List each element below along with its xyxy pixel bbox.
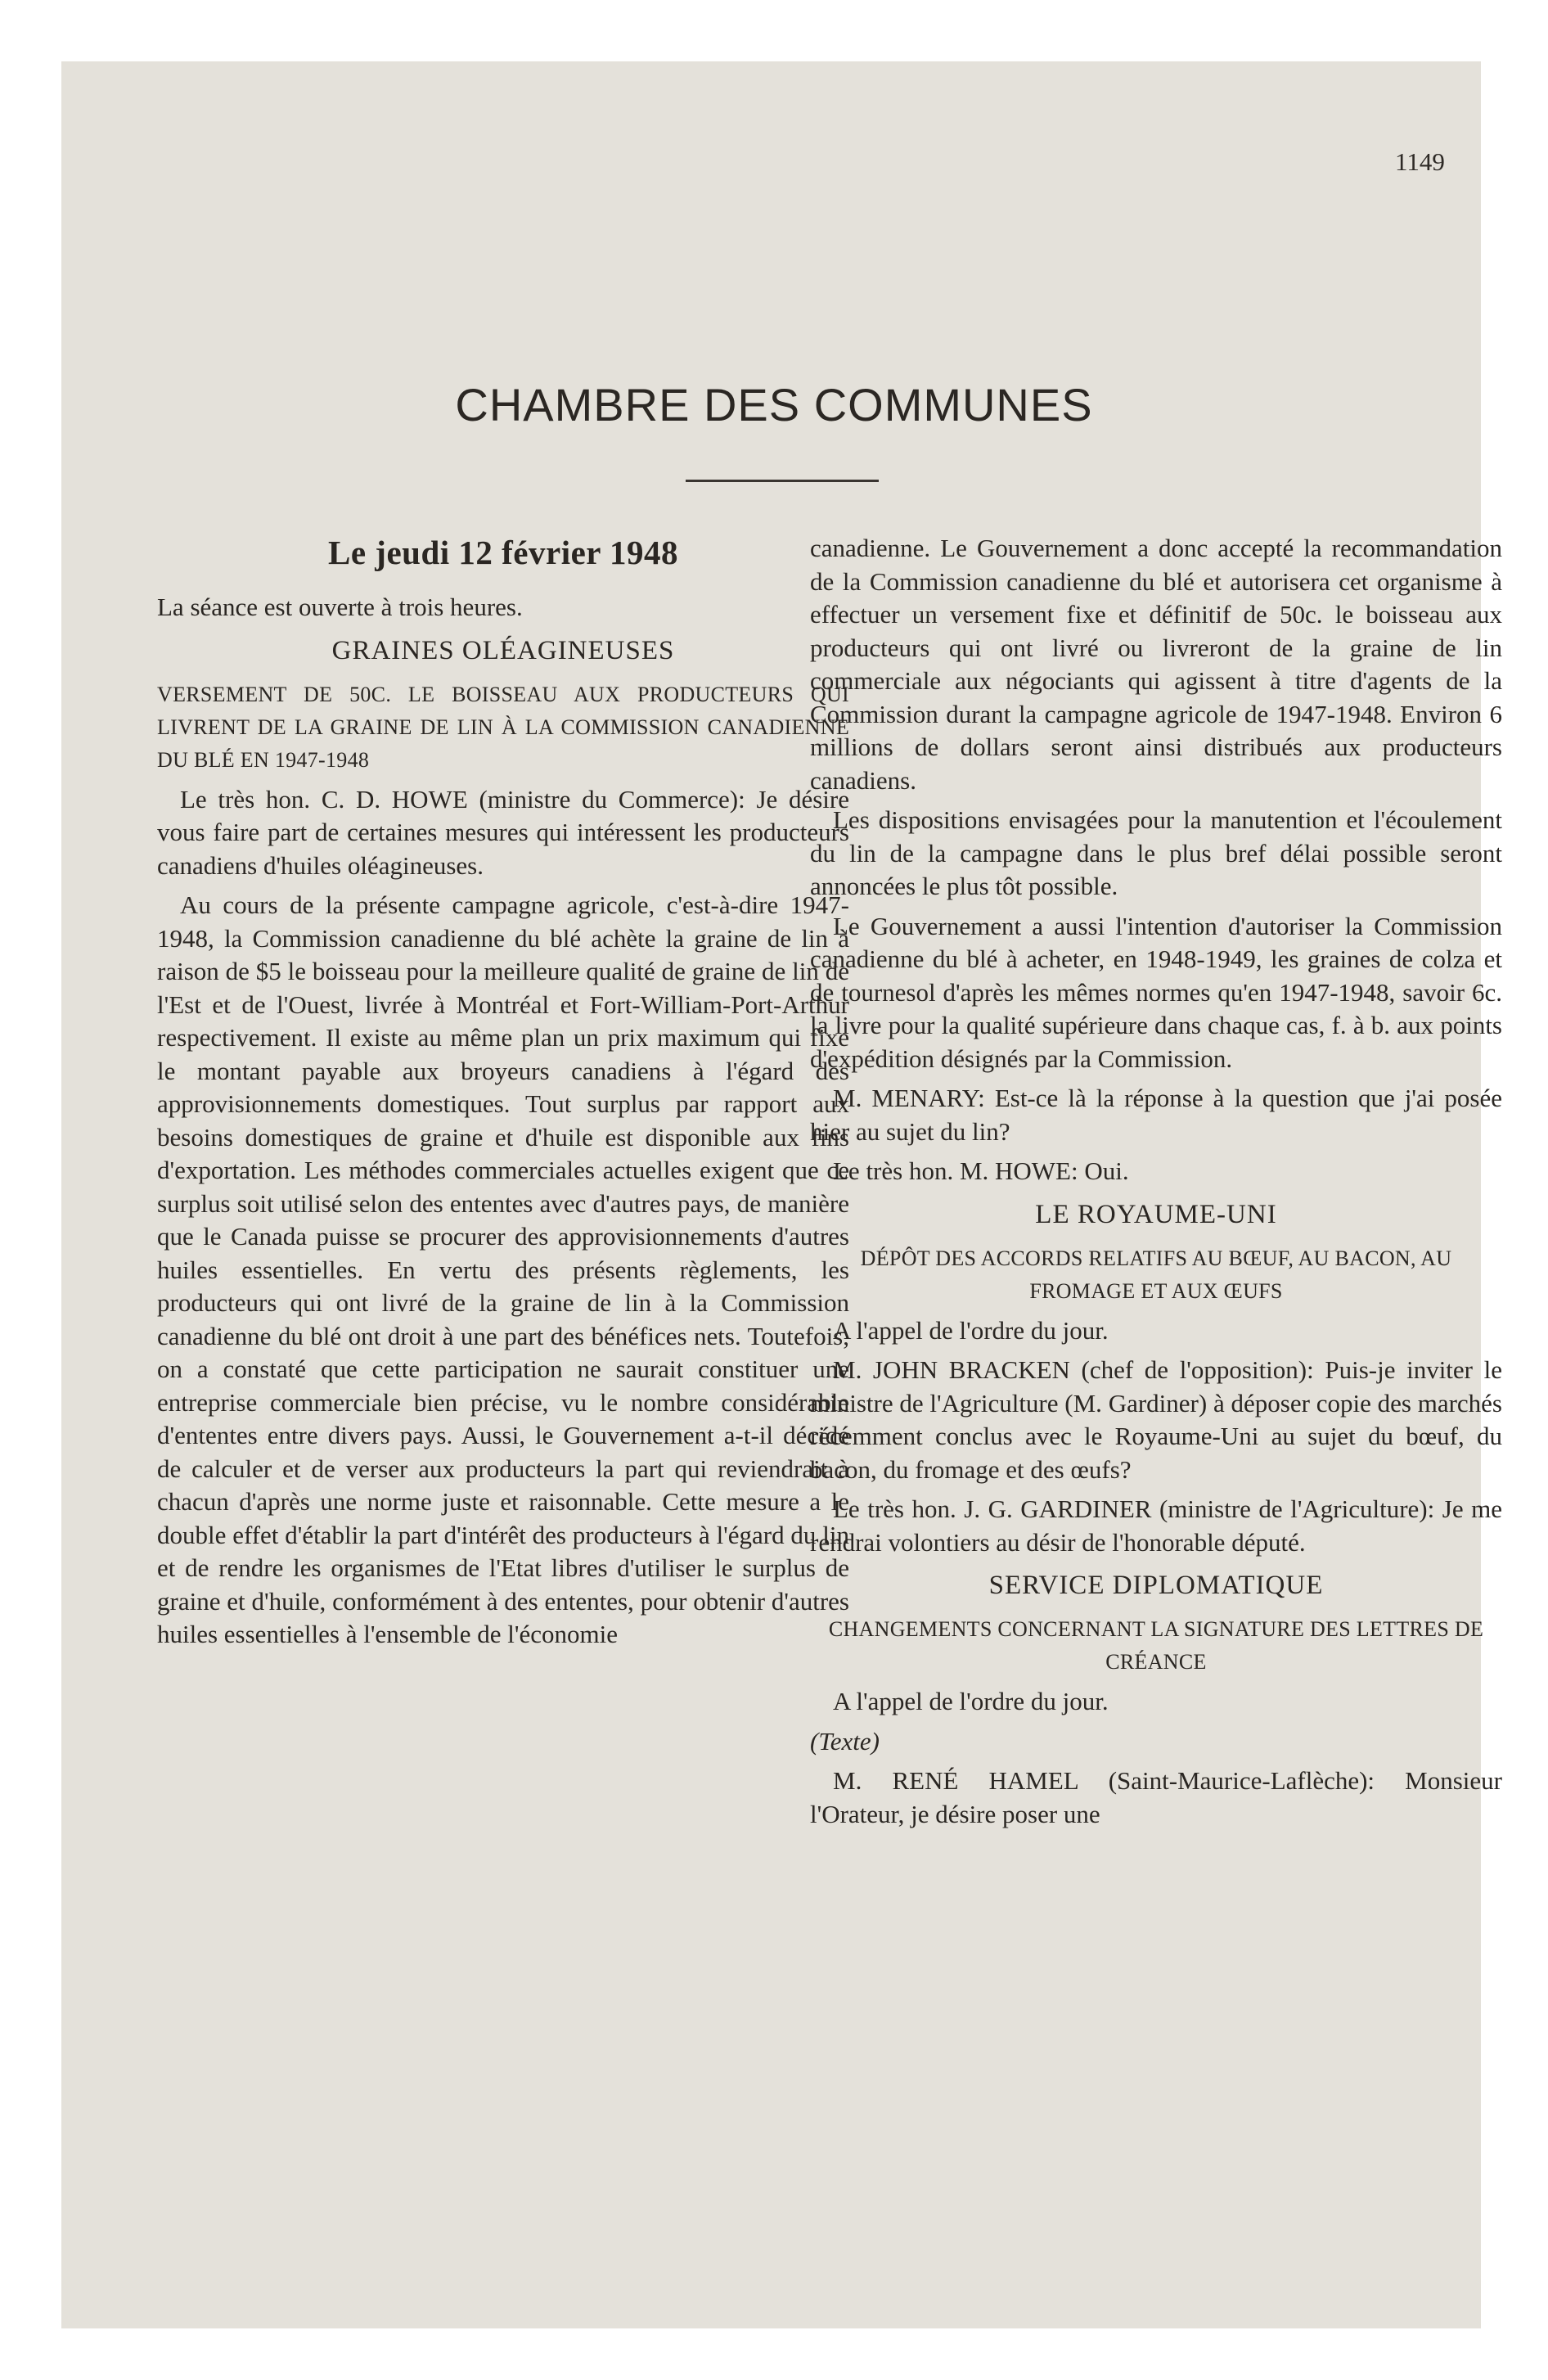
title-rule [686, 480, 879, 482]
paragraph: Au cours de la présente campagne agricole, c'est-à-dire 1947-1948, la Commission canadienne du blé achète la graine de lin à raison de $5 le boisseau pour la meilleure qualité de graine de lin de l'Est et de l'Ouest, livrée à Montréal et Fort-William-Port-Arthur respectivement. Il existe au même plan un prix maximum qui fixe le montant payable aux broyeurs canadiens à l'égard des approvisionnements domestiques. Tout surplus par rapport aux besoins domestiques de graine et d'huile est disponible aux fins d'exportation. Les méthodes commerciales actuelles exigent que ce surplus soit utilisé selon des ententes avec d'autres pays, de manière que le Canada puisse se procurer des approvisionnements d'autres huiles essentielles. En vertu des présents règlements, les producteurs qui ont livré de la graine de lin à la Commission canadienne du blé ont droit à une part des bénéfices nets. Toutefois, on a constaté que cette participation ne saurait constituer une entreprise commerciale bien précise, vu le nombre considérable d'ententes entre divers pays. Aussi, le Gouvernement a-t-il décidé de calculer et de verser aux producteurs la part qui reviendrait à chacun d'après une norme juste et raisonnable. Cette mesure a le double effet d'établir la part d'intérêt des producteurs à l'égard du lin et de rendre les organismes de l'Etat libres d'utiliser le surplus de graine et d'huile, conformément à des ententes, pour obtenir d'autres huiles essentielles à l'ensemble de l'économie [157, 890, 849, 1648]
paragraph: Le très hon. M. HOWE: Oui. [833, 1156, 1129, 1185]
paragraph: Le Gouvernement a aussi l'intention d'autoriser la Commission canadienne du blé à acheter, en 1948-1949, les graines de colza et de tournesol d'après les mêmes normes qu'en 1947-1948, savoir 6c. la livre pour la qualité supérieure dans chaque cas, f. à b. aux points d'expédition désignés par la Commission. [810, 911, 1502, 1073]
paragraph: A l'appel de l'ordre du jour. [833, 1687, 1109, 1715]
sitting-date: Le jeudi 12 février 1948 [328, 534, 678, 571]
section-subtitle-oilseeds: VERSEMENT DE 50C. LE BOISSEAU AUX PRODUCTEURS QUI LIVRENT DE LA GRAINE DE LIN À LA COMMISSION CANADIENNE DU BLÉ EN 1947-1948 [157, 682, 849, 772]
section-subtitle-uk: DÉPÔT DES ACCORDS RELATIFS AU BŒUF, AU BACON, AU FROMAGE ET AUX ŒUFS [860, 1246, 1452, 1303]
page-number: 1149 [1395, 147, 1445, 176]
paragraph: A l'appel de l'ordre du jour. [833, 1315, 1109, 1345]
chamber-title: CHAMBRE DES COMMUNES [455, 379, 1093, 430]
paragraph: Le très hon. J. G. GARDINER (ministre de l'Agriculture): Je me rendrai volontiers au désir de l'honorable député. [810, 1494, 1502, 1557]
paragraph: M. RENÉ HAMEL (Saint-Maurice-Laflèche): Monsieur l'Orateur, je désire poser une [810, 1766, 1502, 1828]
paragraph: Le très hon. C. D. HOWE (ministre du Commerce): Je désire vous faire part de certaines mesures qui intéressent les producteurs canadiens d'huiles oléagineuses. [157, 784, 849, 880]
section-title-diplomatic: SERVICE DIPLOMATIQUE [988, 1571, 1324, 1600]
paragraph: M. MENARY: Est-ce là la réponse à la question que j'ai posée hier au sujet du lin? [810, 1084, 1502, 1146]
paragraph: M. JOHN BRACKEN (chef de l'opposition): Puis-je inviter le ministre de l'Agriculture (M. Gardiner) à déposer copie des marchés récemment conclus avec le Royaume-Uni au sujet du bœuf, du bacon, du fromage et des œufs? [810, 1355, 1502, 1484]
left-column [157, 532, 849, 1658]
texte-marker: (Texte) [810, 1726, 880, 1756]
right-column [810, 532, 1502, 1837]
section-title-oilseeds: GRAINES OLÉAGINEUSES [331, 635, 675, 665]
paragraph: canadienne. Le Gouvernement a donc accepté la recommandation de la Commission canadienne du blé et autorisera cet organisme à effectuer un versement fixe et définitif de 50c. le boisseau aux producteurs qui ont livré ou livreront de la graine de lin commerciale aux négociants qui agissent à titre d'agents de la Commission durant la campagne agricole de 1947-1948. Environ 6 millions de dollars seront ainsi distribués aux producteurs canadiens. [810, 534, 1502, 795]
paragraph: Les dispositions envisagées pour la manutention et l'écoulement du lin de la campagne dans le plus bref délai possible seront annoncées le plus tôt possible. [810, 805, 1502, 900]
opening-line: La séance est ouverte à trois heures. [157, 593, 523, 621]
section-subtitle-diplomatic: CHANGEMENTS CONCERNANT LA SIGNATURE DES LETTRES DE CRÉANCE [828, 1617, 1484, 1674]
section-title-uk: LE ROYAUME-UNI [1035, 1199, 1277, 1229]
